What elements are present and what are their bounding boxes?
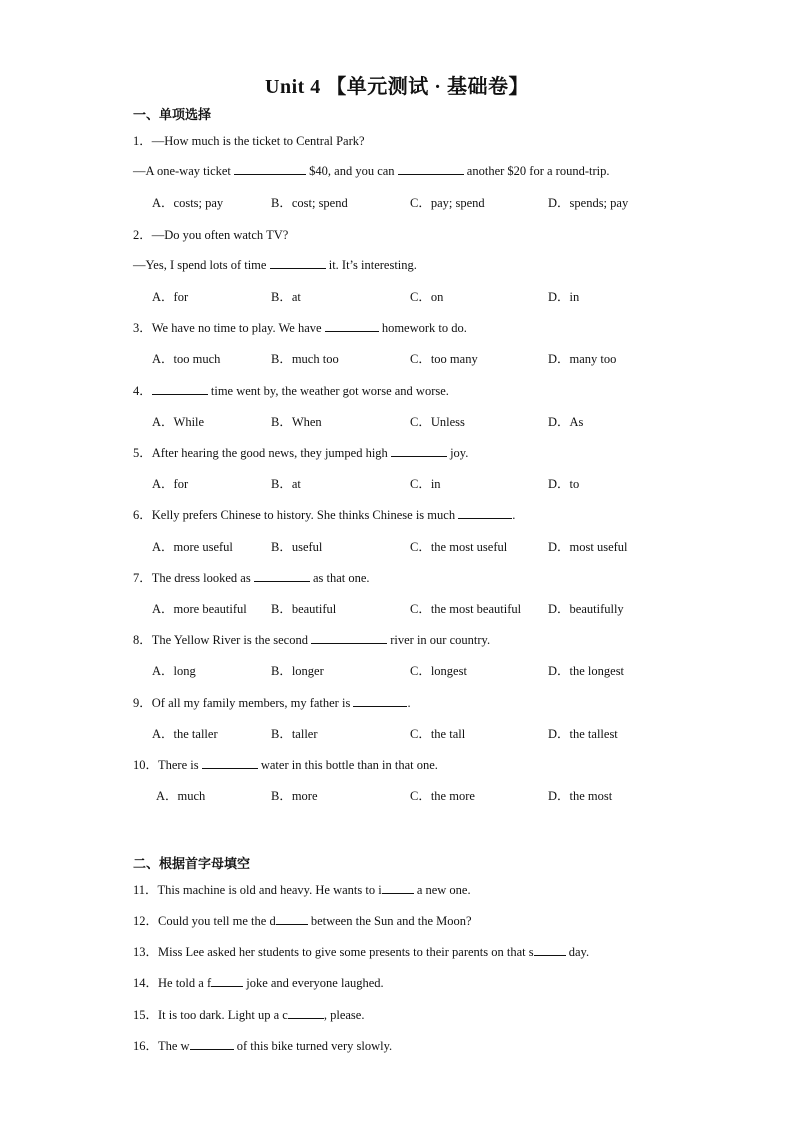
question-10-options — [156, 786, 716, 802]
option-a[interactable]: A．for — [152, 477, 189, 491]
answer-blank[interactable] — [270, 256, 326, 269]
question-15: 15．It is too dark. Light up a c , please. — [133, 1008, 365, 1022]
option-c[interactable]: C．Unless — [410, 415, 465, 429]
answer-blank[interactable] — [288, 1006, 324, 1019]
option-c[interactable]: C．pay; spend — [410, 196, 485, 210]
question-7-options — [152, 599, 712, 615]
option-d[interactable]: D．the longest — [548, 664, 625, 678]
option-c[interactable]: C．in — [410, 477, 441, 491]
question-5-stem: 5．After hearing the good news, they jumped high joy. — [133, 446, 469, 460]
option-d[interactable]: D．in — [548, 290, 580, 304]
option-a[interactable]: A．too much — [152, 352, 221, 366]
option-b[interactable]: B．longer — [271, 664, 324, 678]
option-b[interactable]: B．at — [271, 477, 301, 491]
option-d[interactable]: D．the tallest — [548, 727, 618, 741]
option-b[interactable]: B．much too — [271, 352, 339, 366]
question-2-dialog: —Yes, I spend lots of time it. It’s interesting. — [133, 258, 417, 272]
option-d[interactable]: D．most useful — [548, 540, 628, 554]
option-b[interactable]: B．When — [271, 415, 322, 429]
option-b[interactable]: B．at — [271, 290, 301, 304]
option-a[interactable]: A．costs; pay — [152, 196, 224, 210]
option-d[interactable]: D．beautifully — [548, 602, 624, 616]
question-9-options — [152, 724, 712, 740]
question-5-options — [152, 474, 712, 490]
option-a[interactable]: A．much — [156, 789, 206, 803]
section-heading-multiple-choice: 一、单项选择 — [133, 108, 212, 123]
option-c[interactable]: C．longest — [410, 664, 467, 678]
option-d[interactable]: D．the most — [548, 789, 613, 803]
question-10-stem: 10．There is water in this bottle than in that one. — [133, 758, 438, 772]
question-1-dialog: —A one-way ticket $40, and you can another $20 for a round-trip. — [133, 164, 610, 178]
option-d[interactable]: D．to — [548, 477, 580, 491]
section-heading-fill-in: 二、根据首字母填空 — [133, 857, 251, 872]
option-d[interactable]: D．many too — [548, 352, 617, 366]
question-3-stem: 3．We have no time to play. We have homework to do. — [133, 321, 467, 335]
answer-blank[interactable] — [325, 319, 379, 332]
option-c[interactable]: C．on — [410, 290, 444, 304]
answer-blank[interactable] — [534, 943, 566, 956]
option-b[interactable]: B．beautiful — [271, 602, 337, 616]
question-6-stem: 6．Kelly prefers Chinese to history. She thinks Chinese is much . — [133, 508, 516, 522]
question-8-options — [152, 661, 712, 677]
option-d[interactable]: D．As — [548, 415, 584, 429]
question-1-stem: 1．—How much is the ticket to Central Park? — [133, 134, 365, 148]
question-13: 13．Miss Lee asked her students to give some presents to their parents on that s day. — [133, 945, 590, 959]
question-2-options — [152, 287, 712, 303]
answer-blank[interactable] — [276, 912, 308, 925]
answer-blank[interactable] — [311, 631, 387, 644]
question-12: 12．Could you tell me the d between the Sun and the Moon? — [133, 914, 472, 928]
answer-blank[interactable] — [382, 881, 414, 894]
option-c[interactable]: C．the most useful — [410, 540, 508, 554]
option-c[interactable]: C．the tall — [410, 727, 466, 741]
answer-blank[interactable] — [152, 382, 208, 395]
question-14: 14．He told a f joke and everyone laughed. — [133, 976, 384, 990]
option-d[interactable]: D．spends; pay — [548, 196, 629, 210]
answer-blank[interactable] — [234, 162, 306, 175]
answer-blank[interactable] — [211, 974, 243, 987]
question-7-stem: 7．The dress looked as as that one. — [133, 571, 370, 585]
answer-blank[interactable] — [353, 694, 407, 707]
question-9-stem: 9．Of all my family members, my father is . — [133, 696, 411, 710]
answer-blank[interactable] — [190, 1037, 234, 1050]
answer-blank[interactable] — [398, 162, 464, 175]
question-16: 16．The w of this bike turned very slowly. — [133, 1039, 393, 1053]
option-a[interactable]: A．for — [152, 290, 189, 304]
option-a[interactable]: A．long — [152, 664, 196, 678]
question-11: 11．This machine is old and heavy. He wants to i a new one. — [133, 883, 471, 897]
answer-blank[interactable] — [458, 506, 512, 519]
option-c[interactable]: C．too many — [410, 352, 478, 366]
question-4-stem: 4． time went by, the weather got worse and worse. — [133, 384, 449, 398]
option-b[interactable]: B．cost; spend — [271, 196, 348, 210]
question-1-options — [152, 193, 712, 209]
answer-blank[interactable] — [202, 756, 258, 769]
option-a[interactable]: A．more beautiful — [152, 602, 247, 616]
answer-blank[interactable] — [391, 444, 447, 457]
option-c[interactable]: C．the most beautiful — [410, 602, 522, 616]
option-c[interactable]: C．the more — [410, 789, 475, 803]
option-a[interactable]: A．the taller — [152, 727, 218, 741]
option-a[interactable]: A．While — [152, 415, 205, 429]
option-a[interactable]: A．more useful — [152, 540, 233, 554]
question-6-options — [152, 537, 712, 553]
question-2-stem: 2．—Do you often watch TV? — [133, 228, 289, 242]
question-3-options — [152, 349, 712, 365]
option-b[interactable]: B．taller — [271, 727, 318, 741]
page-title: Unit 4 【单元测试 · 基础卷】 — [265, 76, 529, 98]
question-8-stem: 8．The Yellow River is the second river in our country. — [133, 633, 491, 647]
answer-blank[interactable] — [254, 569, 310, 582]
option-b[interactable]: B．more — [271, 789, 318, 803]
question-4-options — [152, 412, 712, 428]
option-b[interactable]: B．useful — [271, 540, 323, 554]
